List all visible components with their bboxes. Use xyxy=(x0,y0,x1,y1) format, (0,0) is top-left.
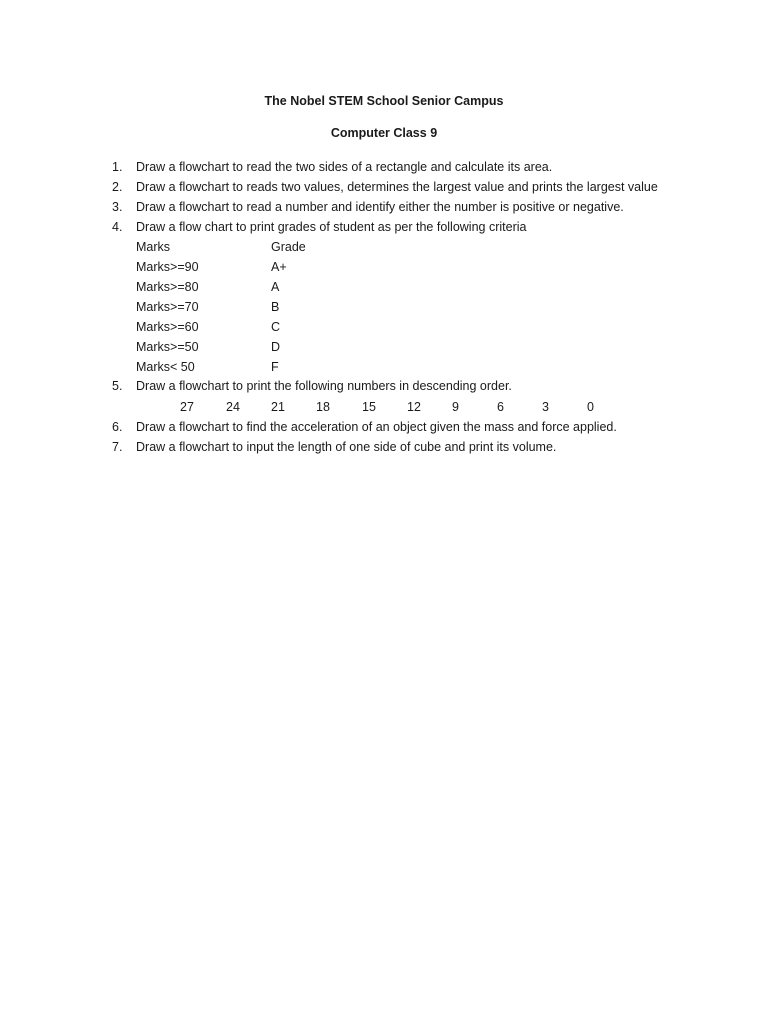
question-text: Draw a flowchart to print the following numbers in descending order. xyxy=(136,379,512,393)
school-title: The Nobel STEM School Senior Campus xyxy=(264,94,504,108)
sequence-number: 12 xyxy=(407,400,421,414)
sequence-number: 0 xyxy=(587,400,594,414)
marks-cell: Marks< 50 xyxy=(136,360,195,374)
sequence-number: 9 xyxy=(452,400,459,414)
sequence-number: 27 xyxy=(180,400,194,414)
question-text: Draw a flowchart to read the two sides of a rectangle and calculate its area. xyxy=(136,160,553,174)
grade-cell: C xyxy=(271,320,281,334)
question-number: 3. xyxy=(112,200,123,214)
grade-cell: F xyxy=(271,360,279,374)
sequence-number: 3 xyxy=(542,400,549,414)
class-title: Computer Class 9 xyxy=(330,126,438,140)
marks-header: Marks xyxy=(136,240,171,254)
marks-cell: Marks>=60 xyxy=(136,320,199,334)
question-text: Draw a flowchart to reads two values, determines the largest value and prints the largest value xyxy=(136,180,658,194)
sequence-number: 18 xyxy=(316,400,330,414)
grade-cell: A xyxy=(271,280,280,294)
question-number: 2. xyxy=(112,180,123,194)
sequence-number: 15 xyxy=(362,400,376,414)
sequence-number: 24 xyxy=(226,400,240,414)
grade-cell: B xyxy=(271,300,280,314)
question-text: Draw a flowchart to input the length of one side of cube and print its volume. xyxy=(136,440,557,454)
marks-cell: Marks>=90 xyxy=(136,260,199,274)
question-number: 1. xyxy=(112,160,123,174)
question-number: 7. xyxy=(112,440,123,454)
marks-cell: Marks>=50 xyxy=(136,340,199,354)
question-number: 4. xyxy=(112,220,123,234)
marks-cell: Marks>=70 xyxy=(136,300,199,314)
question-text: Draw a flowchart to read a number and identify either the number is positive or negative. xyxy=(136,200,624,214)
sequence-number: 6 xyxy=(497,400,504,414)
question-number: 5. xyxy=(112,379,123,393)
grade-header: Grade xyxy=(271,240,306,254)
sequence-number: 21 xyxy=(271,400,285,414)
question-text: Draw a flow chart to print grades of student as per the following criteria xyxy=(136,220,527,234)
question-text: Draw a flowchart to find the acceleration of an object given the mass and force applied. xyxy=(136,420,617,434)
question-number: 6. xyxy=(112,420,123,434)
grade-cell: D xyxy=(271,340,281,354)
marks-cell: Marks>=80 xyxy=(136,280,199,294)
grade-cell: A+ xyxy=(271,260,287,274)
